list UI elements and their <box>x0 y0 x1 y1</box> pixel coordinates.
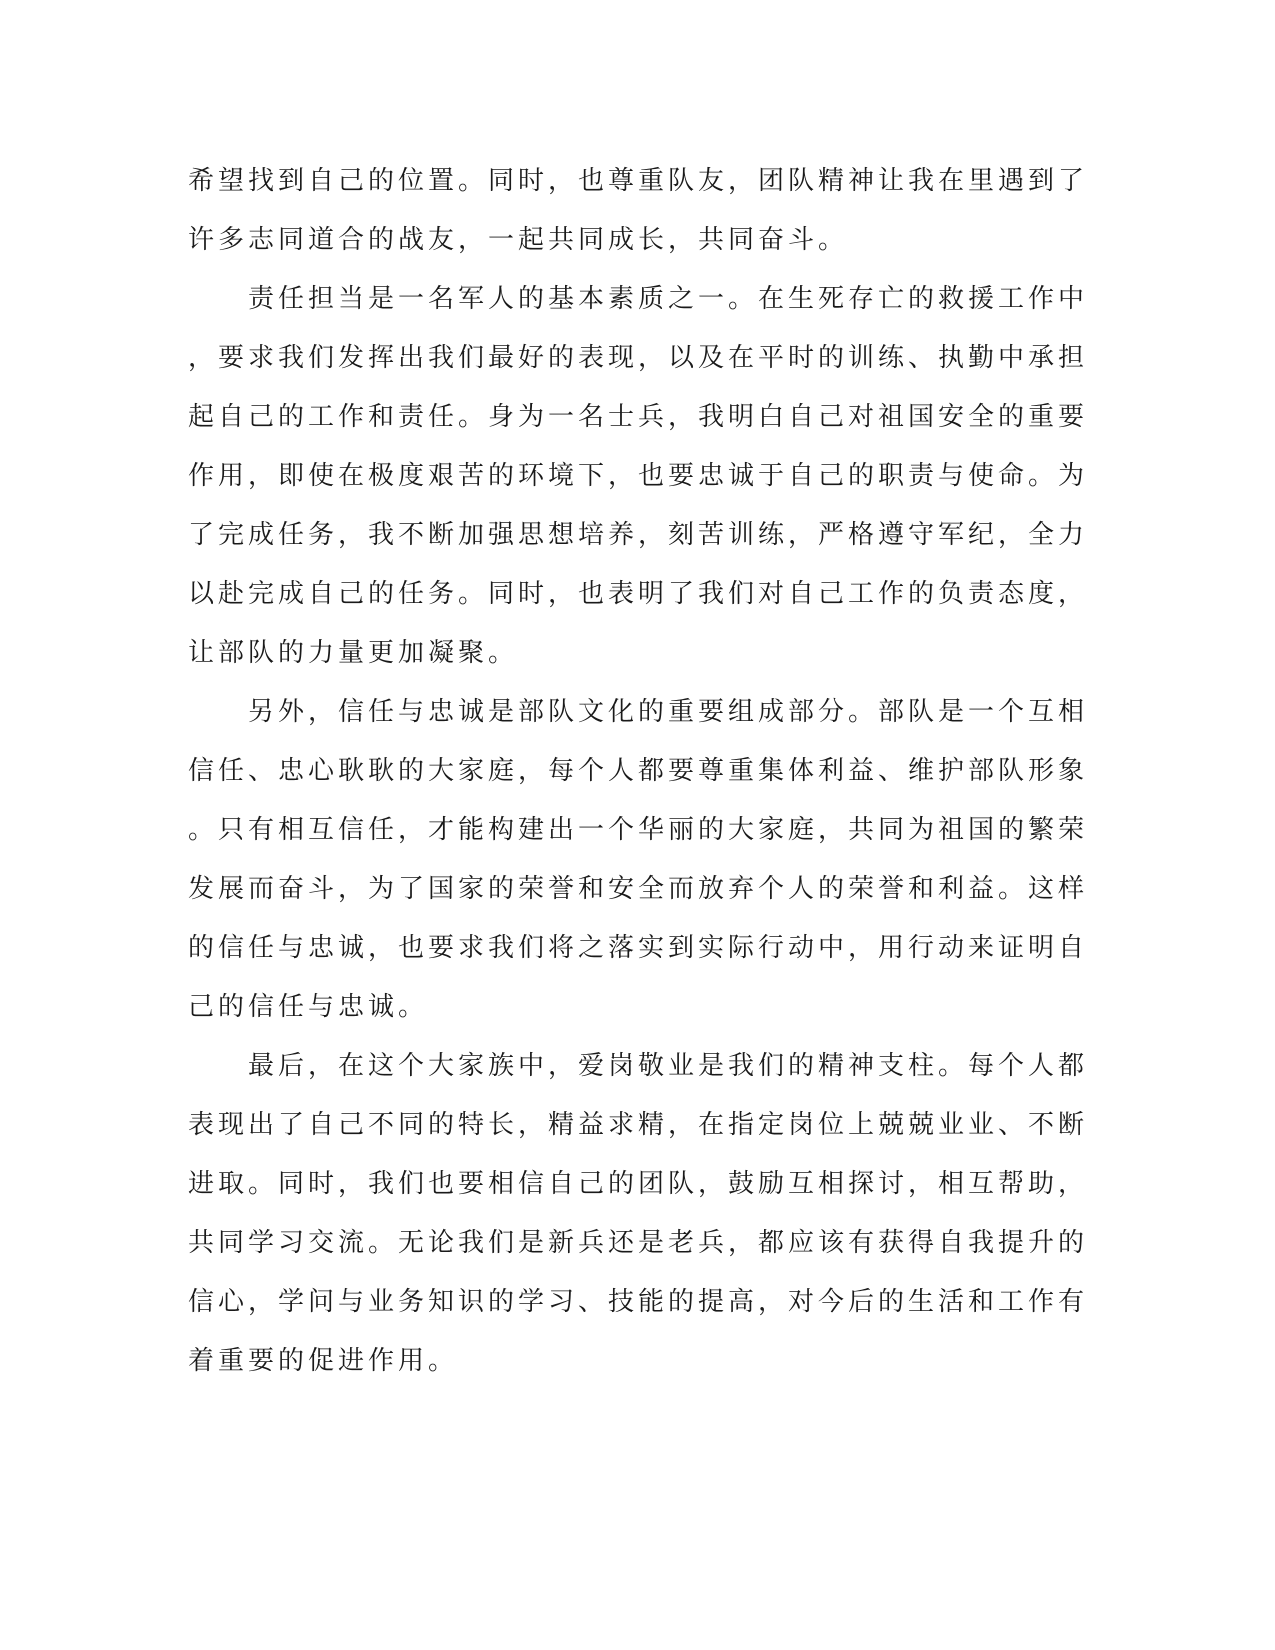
text-line: 着重要的促进作用。 <box>188 1346 459 1376</box>
text-line: 己的信任与忠诚。 <box>188 992 429 1022</box>
text-line: 作用，即使在极度艰苦的环境下，也要忠诚于自己的职责与使命。为 <box>188 461 1089 491</box>
text-line: 责任担当是一名军人的基本素质之一。在生死存亡的救援工作中 <box>188 284 1089 314</box>
text-line: 以赴完成自己的任务。同时，也表明了我们对自己工作的负责态度， <box>188 579 1089 609</box>
text-line: ，要求我们发挥出我们最好的表现，以及在平时的训练、执勤中承担 <box>188 343 1089 373</box>
text-line: 信任、忠心耿耿的大家庭，每个人都要尊重集体利益、维护部队形象 <box>188 756 1089 786</box>
text-line: 起自己的工作和责任。身为一名士兵，我明白自己对祖国安全的重要 <box>188 402 1089 432</box>
text-line: 最后，在这个大家族中，爱岗敬业是我们的精神支柱。每个人都 <box>188 1051 1089 1081</box>
paragraph-3 <box>188 683 1088 1037</box>
paragraph-1 <box>188 152 1088 270</box>
text-line: 共同学习交流。无论我们是新兵还是老兵，都应该有获得自我提升的 <box>188 1228 1089 1258</box>
text-line: 。只有相互信任，才能构建出一个华丽的大家庭，共同为祖国的繁荣 <box>188 815 1089 845</box>
text-line: 的信任与忠诚，也要求我们将之落实到实际行动中，用行动来证明自 <box>188 933 1089 963</box>
text-line: 了完成任务，我不断加强思想培养，刻苦训练，严格遵守军纪，全力 <box>188 520 1089 550</box>
text-line: 信心，学问与业务知识的学习、技能的提高，对今后的生活和工作有 <box>188 1287 1089 1317</box>
text-line: 让部队的力量更加凝聚。 <box>188 638 519 668</box>
text-line: 进取。同时，我们也要相信自己的团队，鼓励互相探讨，相互帮助， <box>188 1169 1089 1199</box>
paragraph-2 <box>188 270 1088 683</box>
text-line: 另外，信任与忠诚是部队文化的重要组成部分。部队是一个互相 <box>188 697 1089 727</box>
text-line: 希望找到自己的位置。同时，也尊重队友，团队精神让我在里遇到了 <box>188 166 1089 196</box>
paragraph-4 <box>188 1037 1088 1391</box>
text-line: 表现出了自己不同的特长，精益求精，在指定岗位上兢兢业业、不断 <box>188 1110 1089 1140</box>
document-body <box>188 152 1088 1391</box>
text-line: 发展而奋斗，为了国家的荣誉和安全而放弃个人的荣誉和利益。这样 <box>188 874 1089 904</box>
text-line: 许多志同道合的战友，一起共同成长，共同奋斗。 <box>188 225 849 255</box>
